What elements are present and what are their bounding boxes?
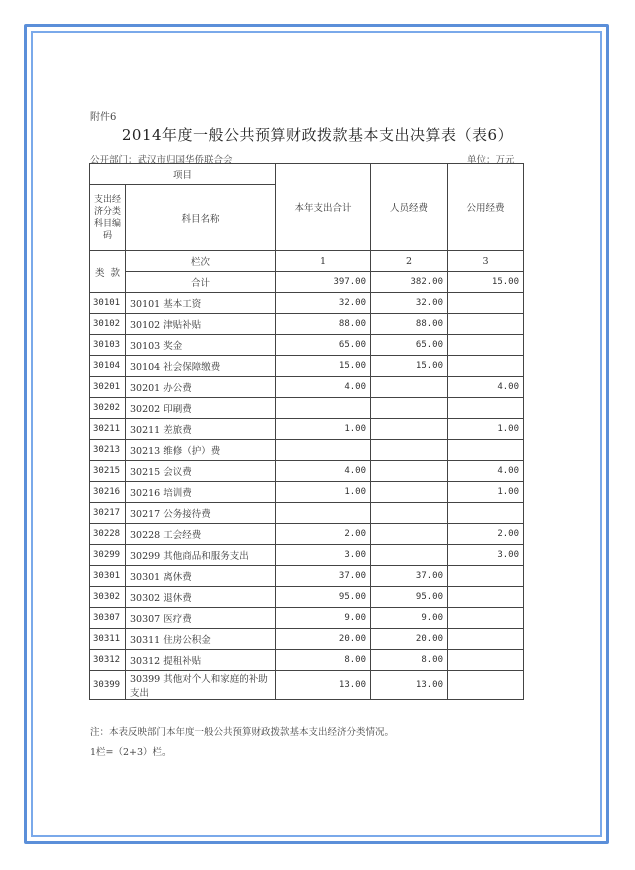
row-name: 30103 奖金 — [126, 335, 276, 356]
table-row — [90, 377, 524, 398]
table-row — [90, 461, 524, 482]
header-public: 公用经费 — [448, 164, 524, 251]
row-code: 30228 — [90, 524, 126, 545]
row-public — [448, 587, 524, 608]
row-personnel — [371, 482, 448, 503]
row-public — [448, 440, 524, 461]
table-row — [90, 482, 524, 503]
row-total: 1.00 — [276, 419, 371, 440]
row-code: 30302 — [90, 587, 126, 608]
table-row — [90, 503, 524, 524]
row-personnel — [371, 377, 448, 398]
row-public — [448, 335, 524, 356]
header-num3: 3 — [448, 251, 524, 272]
row-personnel — [371, 419, 448, 440]
row-name: 30202 印刷费 — [126, 398, 276, 419]
row-public — [448, 671, 524, 700]
row-total — [276, 398, 371, 419]
table-row — [90, 587, 524, 608]
row-public — [448, 566, 524, 587]
row-name: 30311 住房公积金 — [126, 629, 276, 650]
header-lanci: 栏次 — [126, 251, 276, 272]
row-code: 30103 — [90, 335, 126, 356]
row-total: 9.00 — [276, 608, 371, 629]
header-lei: 类 — [94, 267, 105, 279]
attachment-label: 附件6 — [90, 112, 117, 123]
row-total: 88.00 — [276, 314, 371, 335]
row-name: 30104 社会保障缴费 — [126, 356, 276, 377]
row-code: 30299 — [90, 545, 126, 566]
total-personnel: 382.00 — [371, 272, 448, 293]
row-public — [448, 293, 524, 314]
row-name: 30216 培训费 — [126, 482, 276, 503]
row-total: 13.00 — [276, 671, 371, 700]
table-row — [90, 398, 524, 419]
row-name: 30102 津贴补贴 — [126, 314, 276, 335]
header-row-item — [90, 164, 524, 185]
row-personnel: 65.00 — [371, 335, 448, 356]
row-public — [448, 629, 524, 650]
row-public: 4.00 — [448, 377, 524, 398]
header-kuan: 款 — [110, 267, 121, 279]
page-title: 2014年度一般公共预算财政拨款基本支出决算表（表6） — [121, 126, 514, 144]
row-total: 2.00 — [276, 524, 371, 545]
row-code: 30101 — [90, 293, 126, 314]
row-code: 30216 — [90, 482, 126, 503]
row-code: 30217 — [90, 503, 126, 524]
header-item: 项目 — [90, 164, 276, 185]
table-row — [90, 629, 524, 650]
table-row — [90, 293, 524, 314]
row-public — [448, 650, 524, 671]
table-row — [90, 650, 524, 671]
row-code: 30213 — [90, 440, 126, 461]
row-personnel — [371, 440, 448, 461]
row-name: 30299 其他商品和服务支出 — [126, 545, 276, 566]
row-code: 30211 — [90, 419, 126, 440]
row-personnel: 8.00 — [371, 650, 448, 671]
table-row — [90, 671, 524, 700]
row-name: 30211 差旅费 — [126, 419, 276, 440]
table-row — [90, 608, 524, 629]
table-row — [90, 419, 524, 440]
row-public — [448, 398, 524, 419]
row-name: 30101 基本工资 — [126, 293, 276, 314]
row-name: 30312 提租补贴 — [126, 650, 276, 671]
header-code-label: 支出经济分类科目编码 — [90, 185, 126, 251]
row-code: 30104 — [90, 356, 126, 377]
row-personnel: 88.00 — [371, 314, 448, 335]
row-personnel: 32.00 — [371, 293, 448, 314]
row-code: 30311 — [90, 629, 126, 650]
table-row — [90, 335, 524, 356]
row-total: 1.00 — [276, 482, 371, 503]
header-personnel: 人员经费 — [371, 164, 448, 251]
row-public: 1.00 — [448, 482, 524, 503]
table-row — [90, 545, 524, 566]
total-sum: 397.00 — [276, 272, 371, 293]
row-personnel: 95.00 — [371, 587, 448, 608]
row-public — [448, 356, 524, 377]
row-total: 37.00 — [276, 566, 371, 587]
row-total — [276, 503, 371, 524]
total-label: 合计 — [126, 272, 276, 293]
row-name: 30213 维修（护）费 — [126, 440, 276, 461]
table-row — [90, 566, 524, 587]
table-row — [90, 524, 524, 545]
row-code: 30301 — [90, 566, 126, 587]
row-total: 95.00 — [276, 587, 371, 608]
row-total — [276, 440, 371, 461]
header-row-lanci — [90, 251, 524, 272]
row-personnel — [371, 461, 448, 482]
row-name: 30301 离休费 — [126, 566, 276, 587]
header-lei-kuan — [90, 251, 126, 293]
row-total: 32.00 — [276, 293, 371, 314]
row-public: 4.00 — [448, 461, 524, 482]
row-public — [448, 608, 524, 629]
row-code: 30215 — [90, 461, 126, 482]
total-row — [90, 272, 524, 293]
expenditure-table — [89, 163, 524, 700]
row-name: 30215 会议费 — [126, 461, 276, 482]
row-name: 30302 退休费 — [126, 587, 276, 608]
row-name: 30307 医疗费 — [126, 608, 276, 629]
footnote-1: 注：本表反映部门本年度一般公共预算财政拨款基本支出经济分类情况。 — [90, 727, 395, 738]
row-personnel: 9.00 — [371, 608, 448, 629]
row-personnel: 15.00 — [371, 356, 448, 377]
row-code: 30307 — [90, 608, 126, 629]
row-total: 65.00 — [276, 335, 371, 356]
row-total: 20.00 — [276, 629, 371, 650]
row-total: 8.00 — [276, 650, 371, 671]
row-personnel: 13.00 — [371, 671, 448, 700]
table-row — [90, 440, 524, 461]
row-total: 4.00 — [276, 461, 371, 482]
table-row — [90, 314, 524, 335]
total-public: 15.00 — [448, 272, 524, 293]
row-total: 3.00 — [276, 545, 371, 566]
header-total: 本年支出合计 — [276, 164, 371, 251]
row-code: 30202 — [90, 398, 126, 419]
header-num1: 1 — [276, 251, 371, 272]
row-name: 30399 其他对个人和家庭的补助支出 — [126, 671, 276, 700]
row-public: 3.00 — [448, 545, 524, 566]
row-total: 4.00 — [276, 377, 371, 398]
row-code: 30102 — [90, 314, 126, 335]
row-code: 30201 — [90, 377, 126, 398]
row-personnel — [371, 503, 448, 524]
row-public: 2.00 — [448, 524, 524, 545]
row-personnel — [371, 398, 448, 419]
row-personnel: 37.00 — [371, 566, 448, 587]
row-code: 30399 — [90, 671, 126, 700]
header-num2: 2 — [371, 251, 448, 272]
row-personnel — [371, 524, 448, 545]
row-public — [448, 503, 524, 524]
row-name: 30201 办公费 — [126, 377, 276, 398]
department-label: 公开部门：武汉市归国华侨联合会 — [90, 155, 233, 166]
row-public — [448, 314, 524, 335]
row-personnel: 20.00 — [371, 629, 448, 650]
header-name-label: 科目名称 — [126, 185, 276, 251]
unit-label: 单位：万元 — [467, 155, 515, 166]
footnote-2: 1栏=（2+3）栏。 — [90, 747, 172, 758]
row-name: 30217 公务接待费 — [126, 503, 276, 524]
table-row — [90, 356, 524, 377]
row-name: 30228 工会经费 — [126, 524, 276, 545]
row-code: 30312 — [90, 650, 126, 671]
row-total: 15.00 — [276, 356, 371, 377]
row-personnel — [371, 545, 448, 566]
row-public: 1.00 — [448, 419, 524, 440]
